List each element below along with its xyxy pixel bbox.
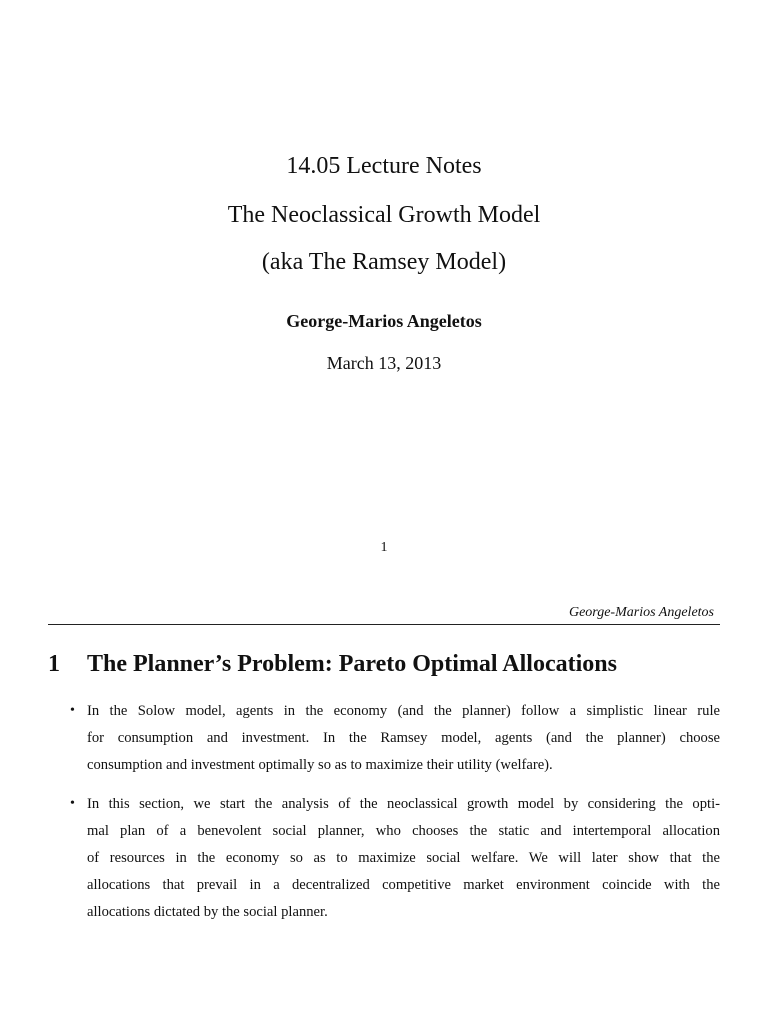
running-header: George-Marios Angeletos (568, 605, 714, 620)
section-heading (48, 648, 728, 680)
bullet-icon: • (70, 796, 75, 812)
bullet-line: allocations dictated by the social planner. (87, 903, 328, 920)
bullet-item (48, 791, 720, 925)
title-line-1: 14.05 Lecture Notes (286, 153, 482, 179)
bullet-line: allocations that prevail in a decentralized competitive market environment coincide with the (87, 876, 720, 893)
bullet-icon: • (70, 703, 75, 718)
bullet-item (48, 698, 720, 778)
header-rule (48, 624, 720, 625)
bullet-line: for consumption and investment. In the Ramsey model, agents (and the planner) choose (87, 729, 720, 746)
bullet-line: of resources in the economy so as to maximize social welfare. We will later show that the (87, 849, 720, 866)
bullet-list (48, 698, 720, 938)
title-line-3: (aka The Ramsey Model) (261, 249, 507, 275)
section-number: 1 (48, 651, 60, 677)
section-title: The Planner’s Problem: Pareto Optimal Allocations (87, 651, 617, 677)
page-number: 1 (380, 540, 388, 555)
author-name: George-Marios Angeletos (286, 311, 482, 331)
title-line-2: The Neoclassical Growth Model (227, 202, 541, 228)
bullet-line: In the Solow model, agents in the economy (and the planner) follow a simplistic linear rule (87, 703, 720, 719)
document-date: March 13, 2013 (326, 353, 442, 373)
bullet-line: consumption and investment optimally so as to maximize their utility (welfare). (87, 756, 553, 773)
bullet-line: In this section, we start the analysis of the neoclassical growth model by considering the opti- (87, 796, 720, 813)
bullet-line: mal plan of a benevolent social planner, who chooses the static and intertemporal allocation (87, 823, 720, 840)
